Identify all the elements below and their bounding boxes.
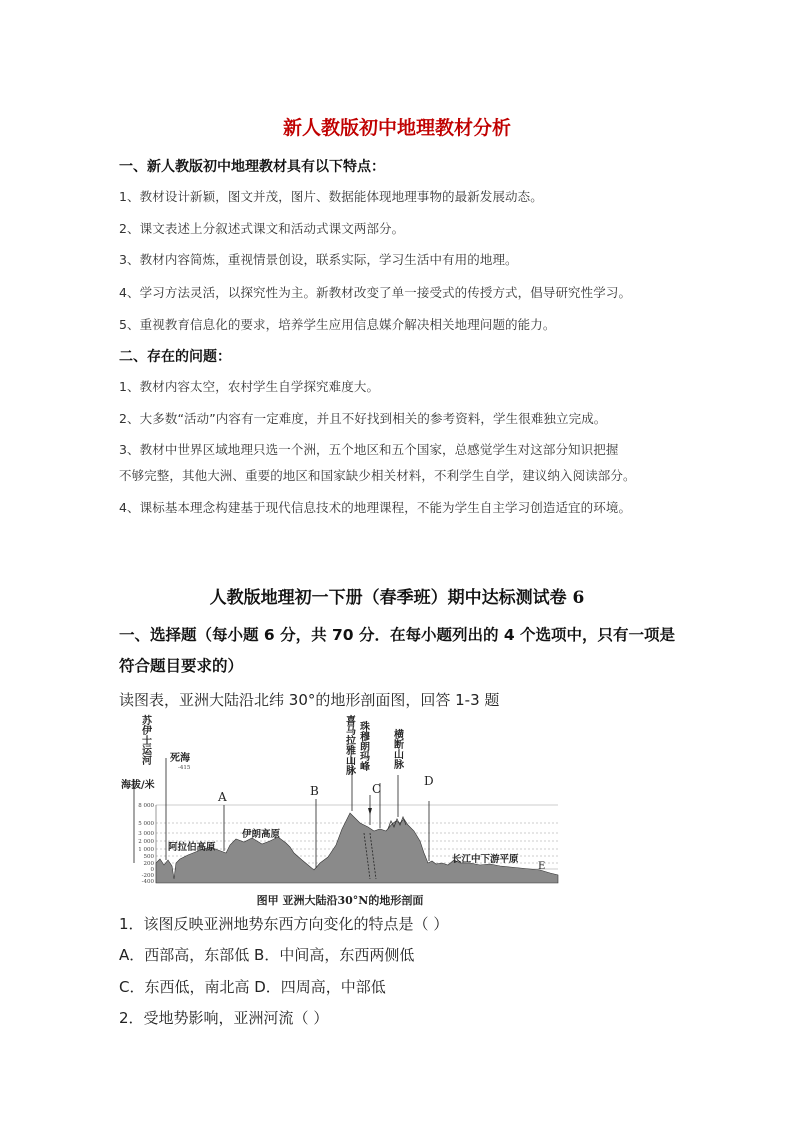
hengduan-label: 横断山脉 bbox=[391, 729, 403, 769]
section1-item: 2、课文表述上分叙述式课文和活动式课文两部分。 bbox=[119, 221, 405, 236]
y-tick: -400 bbox=[141, 879, 154, 885]
exam-title: 人教版地理初一下册（春季班）期中达标测试卷 6 bbox=[209, 588, 585, 608]
marker-e: E bbox=[538, 861, 546, 872]
question-1-options-row1: A．西部高，东部低 B．中间高，东西两侧低 bbox=[119, 946, 415, 964]
section1-heading: 一、新人教版初中地理教材具有以下特点： bbox=[119, 159, 385, 175]
section2-item: 3、教材中世界区域地理只选一个洲，五个地区和五个国家，总感觉学生对这部分知识把握 bbox=[119, 442, 619, 457]
section2-item: 2、大多数“活动”内容有一定难度，并且不好找到相关的参考资料，学生很难独立完成。 bbox=[119, 411, 607, 426]
section1-item: 1、教材设计新颖，图文并茂，图片、数据能体现地理事物的最新发展动态。 bbox=[119, 189, 543, 204]
terrain-profile-figure bbox=[118, 713, 562, 911]
y-tick: 5 000 bbox=[138, 821, 154, 827]
y-tick: 0 bbox=[150, 867, 154, 873]
himalaya-label: 喜马拉雅山脉 bbox=[343, 715, 355, 775]
section2-item: 4、课标基本理念构建基于现代信息技术的地理课程，不能为学生自主学习创造适宜的环境。 bbox=[119, 500, 632, 515]
marker-d: D bbox=[424, 774, 434, 788]
section1-item: 5、重视教育信息化的要求，培养学生应用信息媒介解决相关地理问题的能力。 bbox=[119, 317, 556, 332]
y-tick: -200 bbox=[141, 873, 154, 879]
section2-item: 1、教材内容太空，农村学生自学探究难度大。 bbox=[119, 379, 380, 394]
y-tick: 1 000 bbox=[138, 847, 154, 853]
section1-item: 3、教材内容简炼，重视情景创设，联系实际，学习生活中有用的地理。 bbox=[119, 252, 518, 267]
figure-intro: 读图表，亚洲大陆沿北纬 30°的地形剖面图，回答 1-3 题 bbox=[119, 691, 500, 709]
marker-a: A bbox=[218, 790, 227, 804]
document-title: 新人教版初中地理教材分析 bbox=[282, 117, 511, 139]
suez-canal-label: 苏伊士运河 bbox=[139, 715, 151, 765]
marker-b: B bbox=[310, 784, 319, 798]
section1-item: 4、学习方法灵活，以探究性为主。新教材改变了单一接受式的传授方式，倡导研究性学习。 bbox=[119, 285, 632, 300]
figure-caption: 图甲 亚洲大陆沿30°N的地形剖面 bbox=[256, 894, 424, 907]
question-2-stem: 2．受地势影响，亚洲河流（ ） bbox=[119, 1009, 329, 1027]
y-tick: 3 000 bbox=[138, 831, 154, 837]
everest-label: 珠穆朗玛峰 bbox=[357, 721, 369, 771]
iranian-plateau-label: 伊朗高原 bbox=[242, 829, 281, 840]
marker-c: C bbox=[372, 782, 382, 796]
section2-heading: 二、存在的问题： bbox=[119, 349, 231, 365]
y-axis-label: 海拔/米 bbox=[121, 780, 155, 791]
y-tick: 2 000 bbox=[138, 839, 154, 845]
y-tick: 200 bbox=[143, 861, 154, 867]
question-1-stem: 1．该图反映亚洲地势东西方向变化的特点是（ ） bbox=[119, 915, 449, 933]
y-tick: 500 bbox=[143, 854, 154, 860]
part1-heading-cont: 符合题目要求的） bbox=[119, 657, 244, 675]
question-1-options-row2: C．东西低，南北高 D．四周高，中部低 bbox=[119, 978, 386, 996]
part1-heading: 一、选择题（每小题 6 分，共 70 分．在每小题列出的 4 个选项中，只有一项是 bbox=[119, 626, 676, 644]
terrain-silhouette bbox=[156, 813, 558, 883]
dead-sea-depth-label: -415 bbox=[178, 765, 191, 771]
arabian-plateau-label: 阿拉伯高原 bbox=[168, 842, 216, 853]
y-tick: 8 000 bbox=[138, 803, 154, 809]
dead-sea-label: 死海 bbox=[170, 753, 190, 764]
section2-item: 不够完整，其他大洲、重要的地区和国家缺少相关材料，不利学生自学，建议纳入阅读部分。 bbox=[119, 468, 636, 483]
yangtze-plain-label: 长江中下游平原 bbox=[452, 854, 519, 865]
